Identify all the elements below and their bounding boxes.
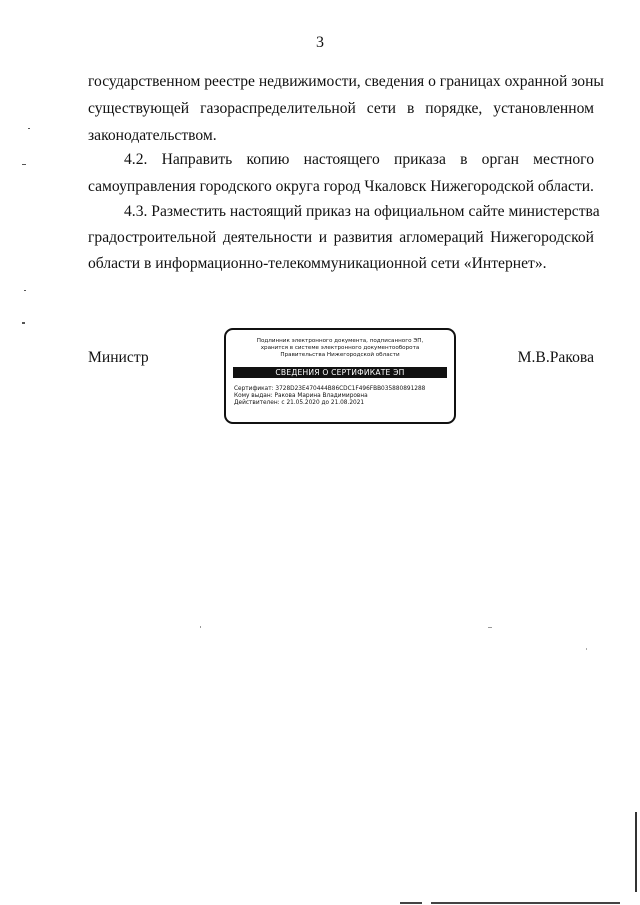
- body-line-2: существующей газораспределительной сети в порядке, установленном: [88, 100, 594, 117]
- scan-speck: [586, 648, 587, 650]
- body-line-1: государственном реестре недвижимости, сведения о границах охранной зоны: [88, 73, 604, 90]
- certificate-value: 3728D23E470444B86CDC1F496FBB035880891288: [275, 385, 426, 392]
- stamp-certificate-bar: СВЕДЕНИЯ О СЕРТИФИКАТЕ ЭП: [233, 367, 447, 378]
- body-line-8: области в информационно-телекоммуникационной сети «Интернет».: [88, 255, 547, 272]
- scan-speck: [22, 164, 26, 165]
- scan-speck: [22, 322, 25, 324]
- body-line-3: законодательством.: [88, 127, 217, 144]
- signer-title: Министр: [88, 349, 149, 366]
- scan-edge-right: [635, 812, 637, 892]
- scan-speck: [200, 626, 201, 628]
- body-line-4: 4.2. Направить копию настоящего приказа в орган местного: [124, 151, 594, 168]
- valid-value: с 21.05.2020 до 21.08.2021: [281, 400, 365, 407]
- stamp-header-line-3: Правительства Нижегородской области: [280, 352, 400, 359]
- valid-label: Действителен:: [234, 400, 280, 407]
- issued-to-value: Ракова Марина Владимировна: [274, 392, 368, 399]
- stamp-details: [234, 386, 454, 408]
- scan-speck: [488, 627, 492, 628]
- stamp-issued-row: [234, 393, 454, 400]
- scan-speck: [24, 290, 26, 291]
- body-line-7: градостроительной деятельности и развития агломераций Нижегородской: [88, 229, 594, 246]
- body-line-5: самоуправления городского округа город Чкаловск Нижегородской области.: [88, 178, 594, 195]
- scan-edge-bottom: [400, 902, 620, 904]
- stamp-valid-row: [234, 400, 454, 407]
- stamp-header: [226, 338, 454, 360]
- scan-speck: [28, 128, 30, 129]
- body-line-6: 4.3. Разместить настоящий приказ на официальном сайте министерства: [124, 203, 600, 220]
- stamp-certificate-row: [234, 386, 454, 393]
- issued-to-label: Кому выдан:: [234, 392, 273, 399]
- signer-name: М.В.Ракова: [517, 349, 594, 366]
- certificate-label: Сертификат:: [234, 385, 274, 392]
- stamp-header-line-2: хранится в системе электронного документооборота: [260, 345, 420, 352]
- stamp-header-line-1: Подлинник электронного документа, подписанного ЭП,: [256, 338, 424, 344]
- page-number: 3: [316, 34, 324, 51]
- electronic-signature-stamp: [224, 328, 456, 424]
